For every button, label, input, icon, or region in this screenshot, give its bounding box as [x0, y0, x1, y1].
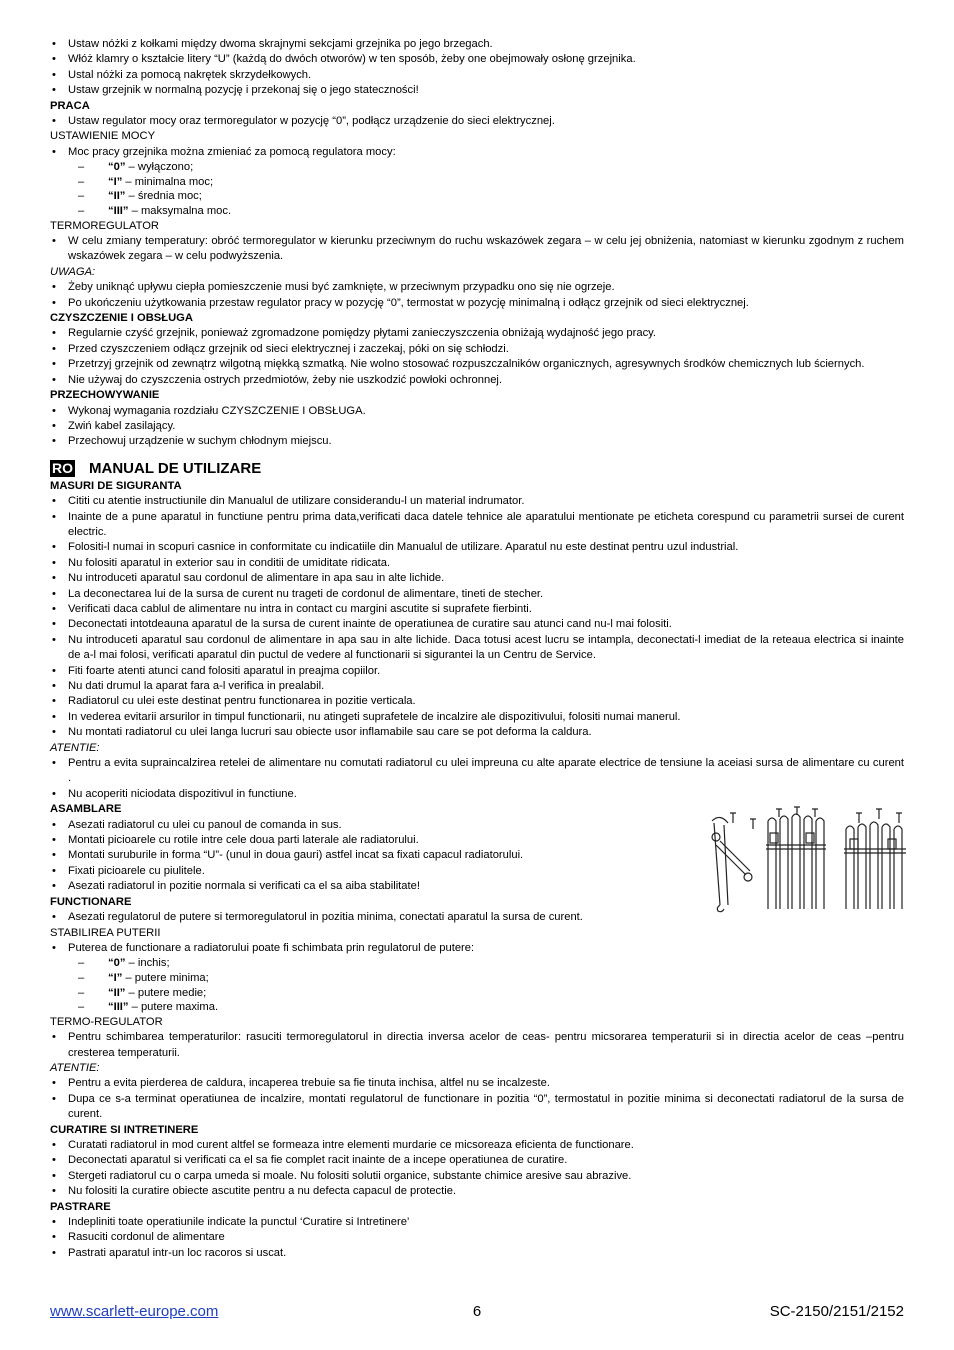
- list-item: • Ustal nóżki za pomocą nakrętek skrzydełkowych.: [50, 68, 904, 83]
- language-badge: RO: [52, 460, 73, 477]
- list-item: • Radiatorul cu ulei este destinat pentru functionarea in pozitie verticala.: [50, 694, 904, 709]
- level-item: – “0” – inchis;: [50, 956, 904, 971]
- list-item: • Indepliniti toate operatiunile indicate la punctul ‘Curatire si Intretinere’: [50, 1215, 904, 1230]
- list-item: • Po ukończeniu użytkowania przestaw regulator pracy w pozycję “0”, termostat w pozycję minimalną i odłącz grzejnik od sieci elektrycznej.: [50, 296, 904, 311]
- section-heading-termoregulator: TERMOREGULATOR: [50, 219, 159, 232]
- pl-termo-list: [50, 234, 904, 265]
- section-heading-przechowywanie: PRZECHOWYWANIE: [50, 389, 160, 402]
- ro-atentie1-list: [50, 756, 904, 802]
- section-heading-putere: STABILIREA PUTERII: [50, 926, 161, 939]
- manual-page: [50, 37, 904, 1261]
- website-link[interactable]: www.scarlett-europe.com: [50, 1303, 219, 1320]
- list-item: • Puterea de functionare a radiatorului poate fi schimbata prin regulatorul de putere:: [50, 941, 904, 956]
- list-item: • Stergeti radiatorul cu o carpa umeda si moale. Nu folositi solutii organice, substante chimice aresive sau abrazive.: [50, 1169, 904, 1184]
- list-item: • In vederea evitarii arsurilor in timpul functionarii, nu atingeti suprafetele de incalzire ale dispozitivului, folositi numai manerul.: [50, 710, 904, 725]
- list-item: • Pentru a evita supraincalzirea retelei de alimentare nu comutati radiatorul cu ulei impreuna cu alte aparate electrice de tensiune la aceiasi sursa de alimentare cu curent .: [50, 756, 904, 787]
- section-heading-curatire: CURATIRE SI INTRETINERE: [50, 1123, 199, 1136]
- ro-asamblare-list: [50, 818, 690, 895]
- list-item: • Żeby uniknąć upływu ciepła pomieszczenie musi być zamknięte, w przeciwnym przypadku ono się nie ogrzeje.: [50, 280, 904, 295]
- pl-czyszczenie-list: [50, 326, 904, 388]
- list-item: • Przechowuj urządzenie w suchym chłodnym miejscu.: [50, 434, 904, 449]
- list-item: • Nu folositi la curatire obiecte ascutite pentru a nu defecta capacul de protectie.: [50, 1184, 904, 1199]
- section-heading-asamblare: ASAMBLARE: [50, 803, 122, 816]
- list-item: • Pentru a evita pierderea de caldura, incaperea trebuie sa fie tinuta inchisa, altfel nu se incalzeste.: [50, 1076, 904, 1091]
- ro-putere-list: [50, 941, 904, 956]
- section-heading-pastrare: PASTRARE: [50, 1200, 111, 1213]
- section-heading-moc: USTAWIENIE MOCY: [50, 130, 156, 143]
- list-item: • Nu introduceti aparatul sau cordonul de alimentare in apa sau in alte lichide. Daca totusi acest lucru se intampla, deconectati-l imediat de la reteaua electrica si inainte de a-l mai folosi, verificati aparatul din puctul de vedere al functionarii si sigurantei la un Centru de Service.: [50, 633, 904, 664]
- pl-praca-list: [50, 114, 904, 129]
- level-item: – “III” – maksymalna moc.: [50, 204, 904, 219]
- list-item: • Asezati radiatorul in pozitie normala si verificati ca el sa aiba stabilitate!: [50, 879, 690, 894]
- list-item: • Folositi-l numai in scopuri casnice in conformitate cu indicatiile din Manualul de utilizare. Aparatul nu este destinat pentru uzul industrial.: [50, 540, 904, 555]
- ro-atentie2-list: [50, 1076, 904, 1122]
- list-item: • Nu montati radiatorul cu ulei langa lucruri sau obiecte usor inflamabile sau care se pot deforma la caldura.: [50, 725, 904, 740]
- pl-uwaga-list: [50, 280, 904, 311]
- level-item: – “I” – minimalna moc;: [50, 175, 904, 190]
- list-item: • Ustaw regulator mocy oraz termoregulator w pozycję “0”, podłącz urządzenie do sieci elektrycznej.: [50, 114, 904, 129]
- list-item: • Wykonaj wymagania rozdziału CZYSZCZENIE I OBSŁUGA.: [50, 404, 904, 419]
- section-heading-termo-regulator: TERMO-REGULATOR: [50, 1015, 163, 1028]
- level-item: – “III” – putere maxima.: [50, 1000, 904, 1015]
- list-item: • Przed czyszczeniem odłącz grzejnik od sieci elektrycznej i zaczekaj, póki on się schłodzi.: [50, 342, 904, 357]
- list-item: • La deconectarea lui de la sursa de curent nu trageti de cordonul de alimentare, tineti de stecher.: [50, 587, 904, 602]
- ro-title-text: MANUAL DE UTILIZARE: [89, 459, 262, 477]
- note-heading-atentie: ATENTIE:: [50, 741, 100, 754]
- list-item: • Rasuciti cordonul de alimentare: [50, 1230, 904, 1245]
- list-item: • Verificati daca cablul de alimentare nu intra in contact cu margini ascutite si suprafete fierbinti.: [50, 602, 904, 617]
- list-item: • Montati picioarele cu rotile intre cele doua parti laterale ale radiatorului.: [50, 833, 690, 848]
- list-item: • Fiti foarte atenti atunci cand folositi aparatul in preajma copiilor.: [50, 664, 904, 679]
- list-item: • Moc pracy grzejnika można zmieniać za pomocą regulatora mocy:: [50, 145, 904, 160]
- list-item: • Nu acoperiti niciodata dispozitivul in functiune.: [50, 787, 904, 802]
- section-heading-praca: PRACA: [50, 99, 90, 112]
- page-number: 6: [472, 1303, 482, 1320]
- pl-moc-levels: [50, 160, 904, 218]
- list-item: • Asezati radiatorul cu ulei cu panoul de comanda in sus.: [50, 818, 690, 833]
- level-item: – “0” – wyłączono;: [50, 160, 904, 175]
- pl-moc-list: [50, 145, 904, 160]
- pl-intro-list: [50, 37, 904, 99]
- ro-putere-levels: [50, 956, 904, 1014]
- level-item: – “I” – putere minima;: [50, 971, 904, 986]
- note-heading-uwaga: UWAGA:: [50, 265, 96, 278]
- note-heading-atentie: ATENTIE:: [50, 1061, 100, 1074]
- list-item: • Ustaw nóżki z kołkami między dwoma skrajnymi sekcjami grzejnika po jego brzegach.: [50, 37, 904, 52]
- level-item: – “II” – putere medie;: [50, 986, 904, 1001]
- list-item: • Dupa ce s-a terminat operatiunea de incalzire, montati regulatorul de functionare in pozitia “0”, termostatul in pozitie minima si deconectati radiatorul de la sursa de curent.: [50, 1092, 904, 1123]
- level-item: – “II” – średnia moc;: [50, 189, 904, 204]
- list-item: • Włóż klamry o kształcie litery “U” (każdą do dwóch otworów) w ten sposób, żeby one obejmowały osłonę grzejnika.: [50, 52, 904, 67]
- list-item: • Przetrzyj grzejnik od zewnątrz wilgotną miękką szmatką. Nie wolno stosować rozpuszczalników organicznych, agresywnych środków chemicznych lub ściernych.: [50, 357, 904, 372]
- list-item: • Pastrati aparatul intr-un loc racoros si uscat.: [50, 1246, 904, 1261]
- list-item: • Nie używaj do czyszczenia ostrych przedmiotów, żeby nie uszkodzić powłoki ochronnej.: [50, 373, 904, 388]
- list-item: • Cititi cu atentie instructiunile din Manualul de utilizare considerandu-l un material indrumator.: [50, 494, 904, 509]
- pl-przechowywanie-list: [50, 404, 904, 450]
- list-item: • Regularnie czyść grzejnik, ponieważ zgromadzone pomiędzy płytami zanieczyszczenia obniżają wydajność jego pracy.: [50, 326, 904, 341]
- list-item: • Nu introduceti aparatul sau cordonul de alimentare in apa sau in alte lichide.: [50, 571, 904, 586]
- list-item: • Curatati radiatorul in mod curent altfel se formeaza intre elementi murdarie ce micsoreaza eficienta de functionare.: [50, 1138, 904, 1153]
- page-footer: [50, 1303, 904, 1323]
- list-item: • W celu zmiany temperatury: obróć termoregulator w kierunku przeciwnym do ruchu wskazówek zegara – w celu jej obniżenia, natomiast w kierunku zgodnym z ruchem wskazówek zegara – w celu podwyższenia.: [50, 234, 904, 265]
- list-item: • Deconectati aparatul si verificati ca el sa fie complet racit inainte de a incepe operatiunea de curatire.: [50, 1153, 904, 1168]
- list-item: • Deconectati intotdeauna aparatul de la sursa de curent inainte de operatiunea de curatire sau atunci cand nu-l mai folositi.: [50, 617, 904, 632]
- list-item: • Fixati picioarele cu piulitele.: [50, 864, 690, 879]
- section-heading-masuri: MASURI DE SIGURANTA: [50, 479, 182, 492]
- list-item: • Nu folositi aparatul in exterior sau in conditii de umiditate ridicata.: [50, 556, 904, 571]
- section-heading-functionare: FUNCTIONARE: [50, 895, 132, 908]
- ro-section-title: [50, 459, 904, 479]
- list-item: • Nu dati drumul la aparat fara a-l verifica in prealabil.: [50, 679, 904, 694]
- ro-termo-list: [50, 1030, 904, 1061]
- model-number: SC-2150/2151/2152: [769, 1303, 904, 1320]
- assembly-illustration: [706, 805, 926, 913]
- ro-pastrare-list: [50, 1215, 904, 1261]
- section-heading-czyszczenie: CZYSZCZENIE I OBSŁUGA: [50, 312, 193, 325]
- list-item: • Inainte de a pune aparatul in functiune pentru prima data,verificati daca datele tehnice ale aparatului mentionate pe eticheta corespund cu parametrii sursei de curent electric.: [50, 510, 904, 541]
- list-item: • Asezati regulatorul de putere si termoregulatorul in pozitia minima, conectati aparatul la sursa de curent.: [50, 910, 904, 925]
- list-item: • Montati suruburile in forma “U”- (unul in doua gauri) astfel incat sa fixati capacul radiatorului.: [50, 848, 690, 863]
- list-item: • Ustaw grzejnik w normalną pozycję i przekonaj się o jego stateczności!: [50, 83, 904, 98]
- list-item: • Pentru schimbarea temperaturilor: rasuciti termoregulatorul in directia inversa acelor de ceas- pentru micsorarea temperaturii si in directia acelor de ceas –pentru cresterea temperaturii.: [50, 1030, 904, 1061]
- ro-masuri-list: [50, 494, 904, 741]
- list-item: • Zwiń kabel zasilający.: [50, 419, 904, 434]
- ro-curatire-list: [50, 1138, 904, 1200]
